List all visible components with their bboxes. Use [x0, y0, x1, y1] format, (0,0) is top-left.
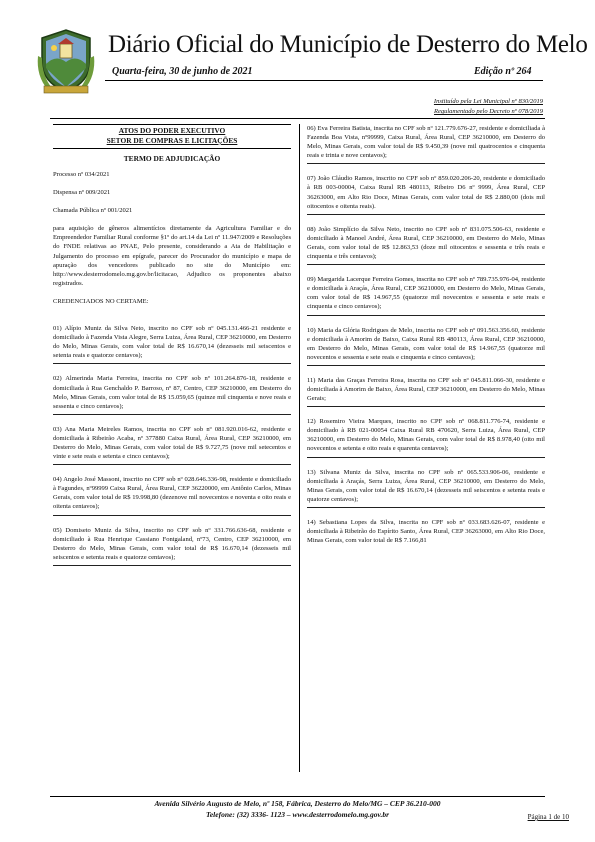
processo-number: Processo nº 034/2021 — [53, 171, 110, 178]
list-item: 03) Ana Maria Meireles Ramos, inscrita no CPF sob nº 081.920.016-62, residente e domiciliada à Ribeirão Acaba, nº 377880 Caixa Rural, Área Rural, CEP 36210000, em Desterro do Melo, Minas Gerais, com valor total de R$ 9.727,75 (nove mil setecentos e vinte e sete reais e setenta e cinco centavos); — [53, 425, 291, 465]
credenciados-heading: CREDENCIADOS NO CERTAME: — [53, 297, 149, 305]
list-item: 04) Angelo José Massoni, inscrito no CPF sob nº 028.646.336-98, residente e domiciliado à Fagundes, nº99999 Caixa Rural, Área Rural, CEP 36220000, em Antônio Carlos, Minas Gerais, com valor total de R$ 19.998,80 (dezenove mil novecentos e noventa e oito reais e oitenta centavos); — [53, 475, 291, 515]
list-item: 02) Almerinda Maria Ferreira, inscrita no CPF sob nº 101.264.876-18, residente e domiciliada à Rua Genchaldo P. Barroso, nº 87, Centro, CEP 36210000, em Desterro do Melo, Minas Gerais, com valor total de R$ 15.059,65 (quinze mil cinquenta e nove reais e sessenta e cinco centavos); — [53, 374, 291, 414]
list-item: 12) Rosemiro Vieira Marques, inscrito no CPF sob nº 068.811.776-74, residente e domiciliado à RB 021-00054 Caixa Rural RB 470620, Serra Luiza, Área Rural, CEP 36210000, em Desterro do Melo, Minas Gerais, com valor total de R$ 8.978,40 (oito mil novecentos e setenta e oito reais e quarenta centavos); — [307, 417, 545, 457]
municipal-crest-icon — [36, 26, 96, 96]
footer-contact: Telefone: (32) 3336- 1123 – www.desterrodomelo.mg.gov.br — [205, 810, 390, 819]
footer-address: Avenida Silvério Augusto de Melo, nº 158, Fábrica, Desterro do Melo/MG – CEP 36.210-000 — [154, 799, 441, 808]
issue-date: Quarta-feira, 30 de junho de 2021 — [112, 66, 253, 77]
list-item: 08) João Simplício da Silva Neto, inscrito no CPF sob nº 831.075.506-63, residente e domiciliado à Manoel André, Área Rural, CEP 36210000, em Desterro do Melo, Minas Gerais, com valor total de R$ 12.863,53 (doze mil oitocentos e sessenta e três reais e cinquenta e três centavos); — [307, 225, 545, 265]
gazette-title: Diário Oficial do Município de Desterro do Melo — [108, 31, 588, 58]
list-item: 05) Domiseto Muniz da Silva, inscrito no CPF sob nº 331.766.636-68, residente e domiciliado à Rua Henrique Cassiano Fontgaland, nº73, Centro, CEP 36210000, em Desterro do Melo, Minas Gerais, com valor total de R$ 16.670,14 (dezesseis mil seiscentos e setenta reais e quatorze centavos); — [53, 526, 291, 566]
right-column — [307, 124, 545, 558]
list-item: 11) Maria das Graças Ferreira Rosa, inscrita no CPF sob nº 045.811.066-30, residente e domiciliada à Amorim de Baixo, Área Rural, CEP 36210000, em Desterro do Melo, Minas Gerais; — [307, 376, 545, 407]
list-item: 01) Alípio Muniz da Silva Neto, inscrito no CPF sob nº 045.131.466-21 residente e domiciliado à Fazenda Vista Alegre, Serra Luiza, Área Rural, CEP 36210000, em Desterro do Melo, Minas Gerais, com valor total de R$ 16.670,14 (dezesseis mil seiscentos e setenta reais e quatorze centavos); — [53, 324, 291, 364]
list-item: 09) Margarida Lacerque Ferreira Gomes, inscrita no CPF sob nº 789.735.976-04, residente e domiciliada à Araçás, Área Rural, CEP 36210000, em Desterro do Melo, Minas Gerais, com valor total de R$ 14.967,55 (quatorze mil novecentos e sessenta e sete reais e cinquenta e cinco centavos); — [307, 275, 545, 315]
list-item: 06) Eva Ferreira Batista, inscrita no CPF sob nº 121.779.676-27, residente e domiciliada à Fazenda Boa Vista, nº99999, Caixa Rural, Área Rural, CEP 36210000, em Desterro do Melo, Minas Gerais, com valor total de R$ 9.450,39 (nove mil quatrocentos e cinquenta reais e trinta e nove centavos); — [307, 124, 545, 164]
section-header — [53, 124, 291, 149]
header-rule — [105, 80, 543, 81]
regulation-decree: Regulamentado pelo Decreto nº 078/2019 — [433, 108, 543, 115]
left-column — [53, 124, 291, 576]
edition-number: Edição nº 264 — [474, 66, 532, 77]
list-item: 10) Maria da Glória Rodrigues de Melo, inscrita no CPF sob nº 091.563.356.60, residente e domiciliada à Amorim de Baixo, Caixa Rural RB 480113, Área Rural, CEP 36210000, em Desterro do Melo, Minas Gerais, com valor total de R$ 14.967,55 (quatorze mil novecentos e sessenta e sete reais e cinquenta e cinco centavos); — [307, 326, 545, 366]
footer-rule — [50, 796, 545, 797]
institution-law: Instituído pela Lei Municipal nº 830/2019 — [433, 98, 543, 105]
chamada-number: Chamada Pública nº 001/2021 — [53, 207, 133, 215]
section-title: ATOS DO PODER EXECUTIVO — [118, 126, 226, 135]
list-item: 07) João Cláudio Ramos, inscrito no CPF sob nº 859.020.206-20, residente e domiciliado à RB 003-00004, Caixa Rural RB 480113, Ribeiro D6 nº 9999, Área Rural, CEP 36263000, em Alto Rio Doce, Minas Gerais, com valor total de R$ 2.880,00 (dois mil oitocentos e oitenta reais). — [307, 174, 545, 214]
document-title: TERMO DE ADJUDICAÇÃO — [123, 154, 221, 163]
dispensa-number: Dispensa nº 009/2021 — [53, 189, 111, 197]
page-number: Página 1 de 10 — [527, 813, 569, 821]
list-item: 13) Silvana Muniz da Silva, inscrita no CPF sob nº 065.533.906-06, residente e domiciliada à Araçás, Serra Luiza, Área Rural, CEP 36210000, em Desterro do Melo, Minas Gerais, com valor total de R$ 16.670,14 (dezesseis mil seiscentos e setenta reais e quatorze centavos); — [307, 468, 545, 508]
header-bottom-rule — [50, 118, 545, 119]
adjudication-body: para aquisição de gêneros alimentícios diretamente da Agricultura Familiar e do Empreendedor Familiar Rural conforme §1º do art.14 da Lei nº 11.947/2009 e Resoluções do FNDE relativas ao PNAE, Pelo presente, considerando a Ata de Habilitação e Julgamento do processo em epígrafe, parecer do Procurador do município e mapa de apuração dos vencedores publicado no site do Município em: http://www.desterrodomelo.mg.gov.br/licitacao, Adjudico os proponentes abaixo registrados. — [53, 225, 291, 287]
column-divider — [299, 124, 300, 772]
section-subtitle: SETOR DE COMPRAS E LICITAÇÕES — [106, 136, 238, 145]
list-item: 14) Sebastiana Lopes da Silva, inscrita no CPF sob nº 033.683.626-07, residente e domiciliada à Ribeirão do Espírito Santo, Área Rural, CEP 36263000, em Alto Rio Doce, Minas Gerais, com valor total de R$ 7.166,81 — [307, 518, 545, 545]
